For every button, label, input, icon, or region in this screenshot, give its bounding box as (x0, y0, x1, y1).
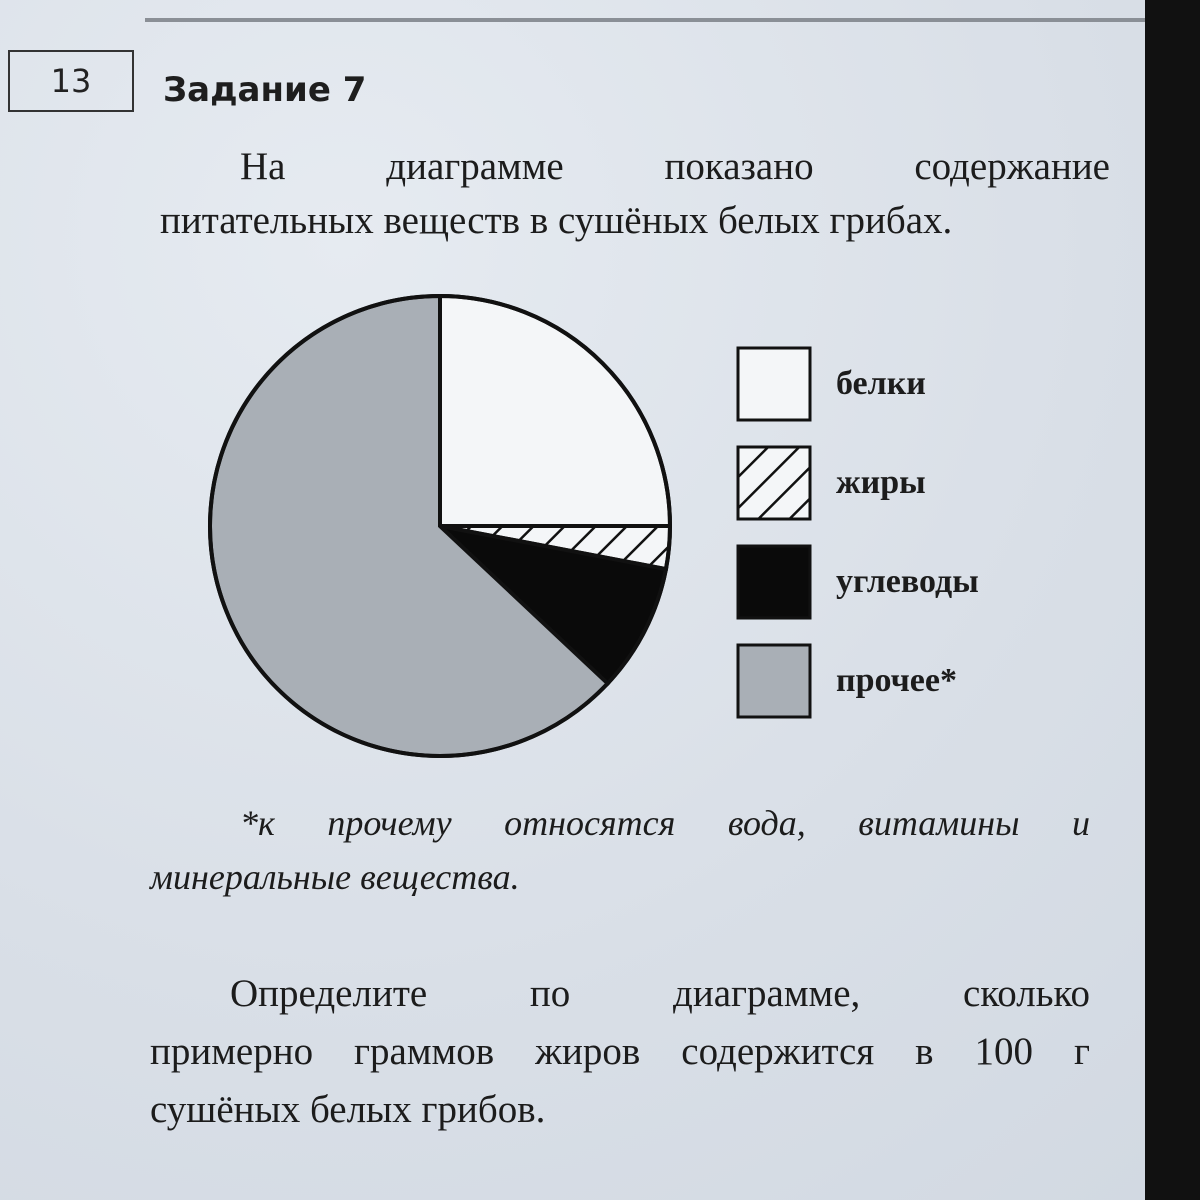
footnote-line-2: минеральные вещества. (150, 857, 520, 897)
legend-swatch-fats (738, 447, 810, 519)
legend-label-proteins: белки (836, 365, 926, 402)
question-line-1: Определите по диаграмме, сколько (230, 972, 1090, 1015)
footnote-line-1: *к прочему относятся вода, витамины и (240, 803, 1090, 843)
legend-swatch-proteins (738, 348, 810, 420)
slice-proteins (440, 296, 670, 526)
question (150, 965, 1090, 1139)
question-line-3: сушёных белых грибов. (150, 1088, 546, 1131)
pie-slices (210, 296, 670, 756)
legend-swatch-other (738, 645, 810, 717)
legend-label-carbohydrates: углеводы (836, 563, 979, 600)
legend-label-fats: жиры (836, 464, 926, 501)
intro-line-1: На диаграмме показано содержание (240, 145, 1110, 188)
chart-legend (738, 348, 979, 717)
task-number-box: 13 (8, 50, 134, 112)
legend-label-other: прочее* (836, 662, 957, 699)
task-title: Задание 7 (163, 70, 367, 110)
footnote (150, 796, 1090, 904)
question-line-2: примерно граммов жиров содержится в 100 г (150, 1030, 1090, 1073)
intro-line-2: питательных веществ в сушёных белых грибах. (160, 199, 953, 242)
legend-swatch-carbohydrates (738, 546, 810, 618)
